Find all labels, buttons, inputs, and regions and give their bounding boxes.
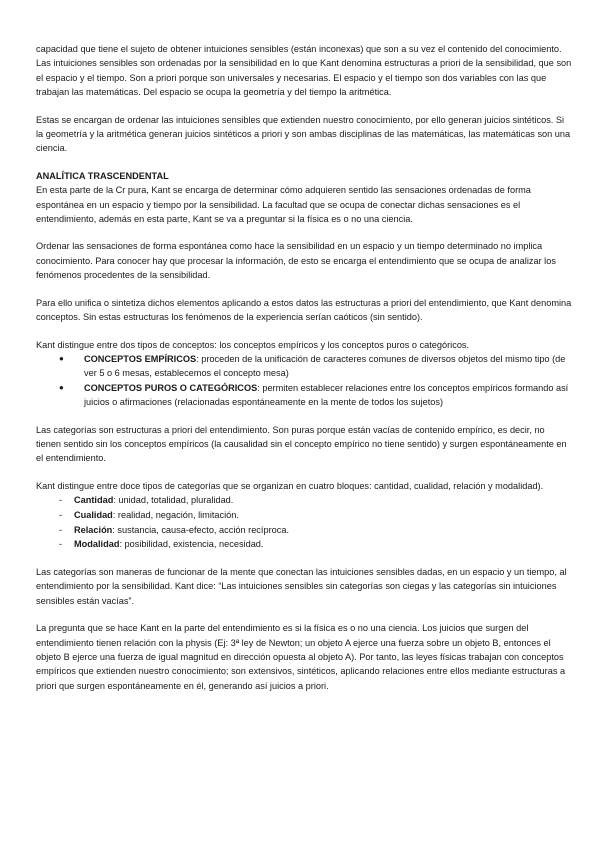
dash-marker: - bbox=[59, 509, 63, 520]
paragraph-intro-continuation: capacidad que tiene el sujeto de obtener intuiciones sensibles (están inconexas) que son a su vez el contenido del conocimiento. bbox=[36, 44, 562, 54]
document-page bbox=[36, 42, 572, 693]
paragraph-categories-definition: Las categorías son estructuras a priori del entendimiento. Son puras porque están vacías de contenido empírico, es decir, no tienen sentido sin los conceptos empíricos (la causalidad sin el concepto empírico no tiene sentido) y surgen espontáneamente en el entendimiento. bbox=[36, 424, 567, 464]
paragraph-synthetic-judgments: Estas se encargan de ordenar las intuiciones sensibles que extienden nuestro conocimiento, por ello generan juicios sintéticos. Si la geometría y la aritmética generan juicios sintéticos a priori y son ambas disciplinas de las matemáticas, las matemáticas son una ciencia. bbox=[36, 114, 571, 154]
dash-marker: - bbox=[59, 495, 63, 506]
list-item bbox=[36, 508, 572, 523]
section-heading: ANALÍTICA TRASCENDENTAL bbox=[36, 170, 169, 181]
list-item-text: : permiten establecer relaciones entre los conceptos empíricos formando así juicios o afirmaciones (relacionadas espontáneamente en la mente de todos los sujetos) bbox=[84, 382, 569, 408]
list-item bbox=[36, 381, 572, 410]
list-item-term: CONCEPTOS EMPÍRICOS bbox=[84, 353, 197, 364]
paragraph-ordering-sensations: Ordenar las sensaciones de forma espontánea como hace la sensibilidad en un espacio y un tiempo determinado no implica conocimiento. Para conocer hay que procesar la información, de esto se encarga el entendimiento que se ocupa de analizar los fenómenos procedentes de la sensibilidad. bbox=[36, 241, 556, 281]
list-item-term: Cantidad bbox=[74, 495, 114, 506]
list-item bbox=[36, 493, 572, 508]
category-blocks-list bbox=[36, 493, 572, 552]
dash-marker: - bbox=[59, 524, 63, 535]
list-item bbox=[36, 537, 572, 552]
list-item bbox=[36, 352, 572, 381]
paragraph-analitica-intro: En esta parte de la Cr pura, Kant se encarga de determinar cómo adquieren sentido las sensaciones ordenadas de forma espontánea en un espacio y tiempo por la sensibilidad. La facultad que se ocupa de conectar dichas sensaciones es el entendimiento, además en esta parte, Kant se va a preguntar si la física es o no una ciencia. bbox=[36, 185, 531, 225]
paragraph-concept-types-intro: Kant distingue entre dos tipos de conceptos: los conceptos empíricos y los conceptos puros o categóricos. bbox=[36, 339, 470, 350]
list-item bbox=[36, 523, 572, 538]
list-item-term: Cualidad bbox=[74, 509, 113, 520]
list-item-text: : posibilidad, existencia, necesidad. bbox=[119, 539, 264, 550]
paragraph-physics-question: La pregunta que se hace Kant en la parte del entendimiento es si la física es o no una ciencia. Los juicios que surgen del entendimiento tienen relación con la physis (Ej: 3ª ley de Newton; un objeto A ejerce una fuerza sobre un objeto B, entonces el objeto B ejerce una fuerza de igual magnitud en dirección opuesta al objeto A). Por tanto, las leyes físicas trabajan con conceptos empíricos que extienden nuestro conocimiento; son extensivos, sintéticos, aplicando relaciones entre ellos mediante estructuras a priori que surgen espontáneamente en él, generando así juicios a priori. bbox=[36, 623, 566, 691]
paragraph-categories-function: Las categorías son maneras de funcionar de la mente que conectan las intuiciones sensibles dadas, en un espacio y un tiempo, al entendimiento por la sensibilidad. Kant dice: “Las intuiciones sensibles sin categorías son ciegas y las categorías sin intuiciones sensibles están vacías”. bbox=[36, 566, 567, 606]
list-item-text: : unidad, totalidad, pluralidad. bbox=[113, 495, 234, 506]
list-item-text: : proceden de la unificación de caracteres comunes de diversos objetos del mismo tipo (de ver 5 o 6 mesas, establecemos el concepto mesa) bbox=[84, 353, 566, 379]
paragraph-twelve-categories: Kant distingue entre doce tipos de categorías que se organizan en cuatro bloques: cantidad, cualidad, relación y modalidad). bbox=[36, 480, 544, 491]
bullet-marker: ● bbox=[59, 353, 64, 363]
list-item-text: : realidad, negación, limitación. bbox=[112, 509, 239, 520]
paragraph-unification: Para ello unifica o sintetiza dichos elementos aplicando a estos datos las estructuras a priori del entendimiento, que Kant denomina conceptos. Sin estas estructuras los fenómenos de la experiencia serían caóticos (sin sentido). bbox=[36, 297, 572, 323]
list-item-text: : sustancia, causa-efecto, acción recíproca. bbox=[112, 524, 289, 535]
paragraph-sensibility-structures: Las intuiciones sensibles son ordenadas por la sensibilidad en lo que Kant denomina estructuras a priori de la sensibilidad, que son el espacio y el tiempo. Son a priori porque son universales y necesarias. El espacio y el tiempo son dos variables con las que trabajan las matemáticas. Del espacio se ocupa la geometría y del tiempo la aritmética. bbox=[36, 58, 572, 98]
list-item-term: CONCEPTOS PUROS O CATEGÓRICOS bbox=[84, 382, 258, 393]
bullet-marker: ● bbox=[59, 382, 64, 392]
list-item-term: Relación bbox=[74, 524, 113, 535]
concept-types-list bbox=[36, 352, 572, 410]
dash-marker: - bbox=[59, 539, 63, 550]
list-item-term: Modalidad bbox=[74, 539, 120, 550]
